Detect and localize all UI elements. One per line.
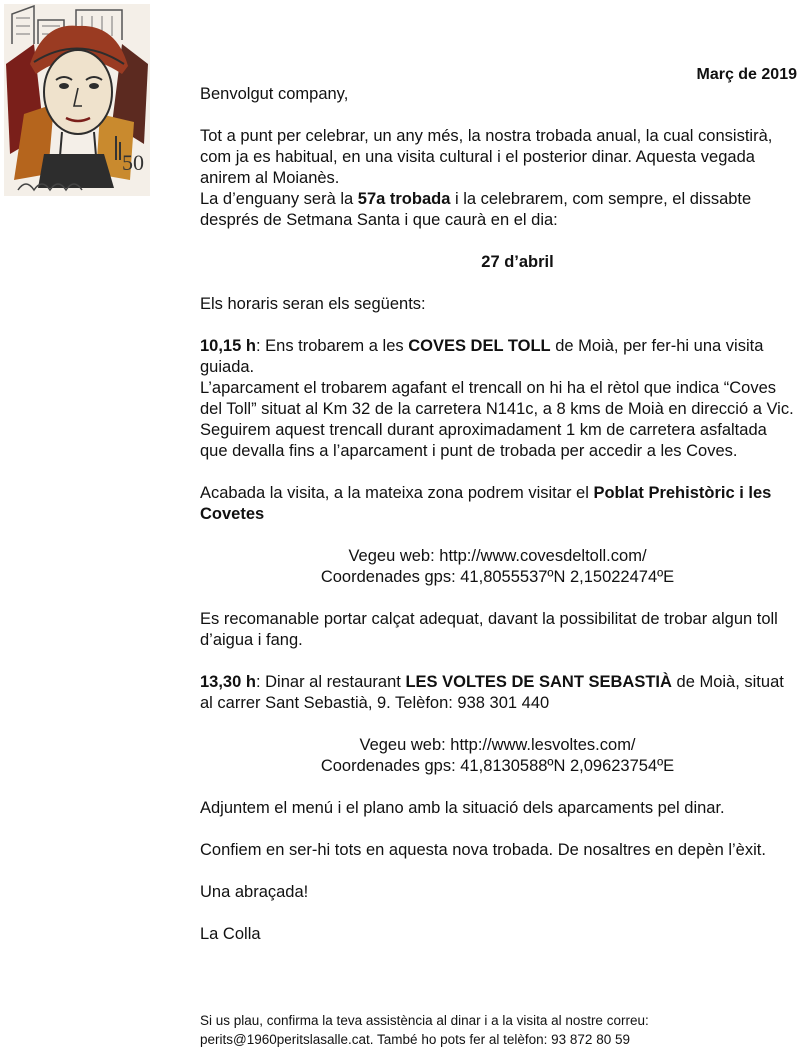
coves-gps: Coordenades gps: 41,8055537ºN 2,15022474ºE [320, 568, 675, 586]
logo-image [4, 4, 150, 196]
restaurant-gps: Coordenades gps: 41,8130588ºN 2,09623754ºE [320, 757, 675, 775]
directions-paragraph: L’aparcament el trobarem agafant el trencall on hi ha el rètol que indica “Coves del Toll” situat al Km 32 de la carretera N141c, a 8 kms de Moià en direcció a Vic. Seguirem aquest trencall durant aproximadament 1 km de carretera asfaltada que devalla fins a l’aparcament i punt de trobada per accedir a les Coves. [200, 379, 794, 460]
event-date: 27 d’abril [481, 253, 554, 271]
place-restaurant: LES VOLTES DE SANT SEBASTIÀ [405, 673, 672, 691]
schedule-time-2: 13,30 h [200, 673, 256, 691]
attachment-note: Adjuntem el menú i el plano amb la situació dels aparcaments pel dinar. [200, 799, 725, 817]
footwear-note: Es recomanable portar calçat adequat, davant la possibilitat de trobar algun toll d’aigua i fang. [200, 610, 778, 649]
schedule-item-1: 10,15 h: Ens trobarem a les COVES DEL TOLL de Moià, per fer-hi una visita guiada. [200, 337, 764, 376]
after-visit-paragraph: Acabada la visita, a la mateixa zona podrem visitar el Poblat Prehistòric i les Covetes [200, 484, 772, 523]
trust-paragraph: Confiem en ser-hi tots en aquesta nova trobada. De nosaltres en depèn l’èxit. [200, 841, 766, 859]
footer-note [200, 1011, 795, 1049]
meeting-paragraph: La d’enguany serà la 57a trobada i la celebrarem, com sempre, el dissabte després de Setmana Santa i que caurà en el dia: [200, 190, 752, 229]
face-collage-logo-icon [4, 4, 150, 196]
schedule-item-2: 13,30 h: Dinar al restaurant LES VOLTES DE SANT SEBASTIÀ de Moià, situat al carrer Sant Sebastià, 9. Telèfon: 938 301 440 [200, 673, 784, 712]
closing: Una abraçada! [200, 883, 309, 901]
greeting: Benvolgut company, [200, 85, 349, 103]
footer-line-1: Si us plau, confirma la teva assistència al dinar i a la visita al nostre correu: [200, 1013, 649, 1028]
place-poblat: Poblat Prehistòric i les Covetes [200, 484, 772, 523]
place-coves-del-toll: COVES DEL TOLL [408, 337, 551, 355]
footer-line-2[interactable]: perits@1960peritslasalle.cat. També ho pots fer al telèfon: 93 872 80 59 [200, 1032, 630, 1047]
schedule-intro: Els horaris seran els següents: [200, 295, 426, 313]
restaurant-web-link[interactable]: Vegeu web: http://www.lesvoltes.com/ [359, 736, 636, 754]
letter-body [200, 84, 795, 945]
signature: La Colla [200, 925, 261, 943]
intro-paragraph: Tot a punt per celebrar, un any més, la nostra trobada anual, la cual consistirà, com ja es habitual, en una visita cultural i el posterior dinar. Aquesta vegada anirem al Moianès. [200, 127, 773, 187]
letter-date: Març de 2019 [696, 66, 797, 83]
coves-web-link[interactable]: Vegeu web: http://www.covesdeltoll.com/ [348, 547, 647, 565]
svg-text:50: 50 [122, 150, 144, 175]
schedule-time-1: 10,15 h [200, 337, 256, 355]
meeting-number: 57a trobada [357, 190, 451, 208]
